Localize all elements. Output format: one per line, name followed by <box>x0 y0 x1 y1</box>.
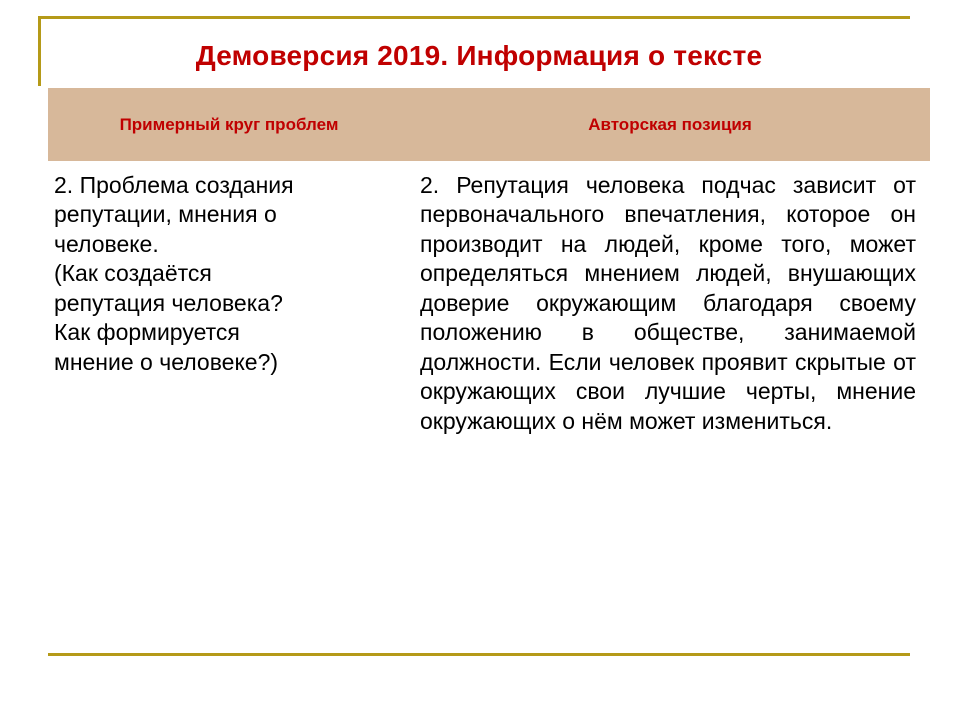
problem-line: 2. Проблема создания <box>54 172 294 198</box>
column-header-problems: Примерный круг проблем <box>48 88 410 161</box>
top-divider <box>38 16 910 19</box>
left-divider <box>38 16 41 86</box>
cell-problem <box>48 161 410 446</box>
bottom-divider <box>48 653 910 656</box>
information-table <box>48 88 930 446</box>
page-title: Демоверсия 2019. Информация о тексте <box>195 40 763 71</box>
problem-line: мнение о человеке?) <box>54 348 279 375</box>
problem-line: человеке. <box>54 230 159 257</box>
table-row <box>48 161 930 446</box>
problem-line: репутации, мнения о <box>54 201 277 228</box>
table-header-row <box>48 88 930 161</box>
author-position-text: 2. Репутация человека подчас зависит от первоначального впечатления, которое он производит на людей, кроме того, может определяться мнением людей, внушающих доверие окружающим благодаря своему положению в обществе, занимаемой должности. Если человек проявит скрытые от окружающих свои лучшие черты, мнение окружающих о нём может измениться. <box>420 172 916 434</box>
problem-line: (Как создаётся <box>54 260 212 287</box>
problem-line: Как формируется <box>54 319 240 346</box>
problem-line: репутация человека? <box>54 289 283 316</box>
cell-author-position <box>410 161 930 446</box>
column-header-position: Авторская позиция <box>410 88 930 161</box>
